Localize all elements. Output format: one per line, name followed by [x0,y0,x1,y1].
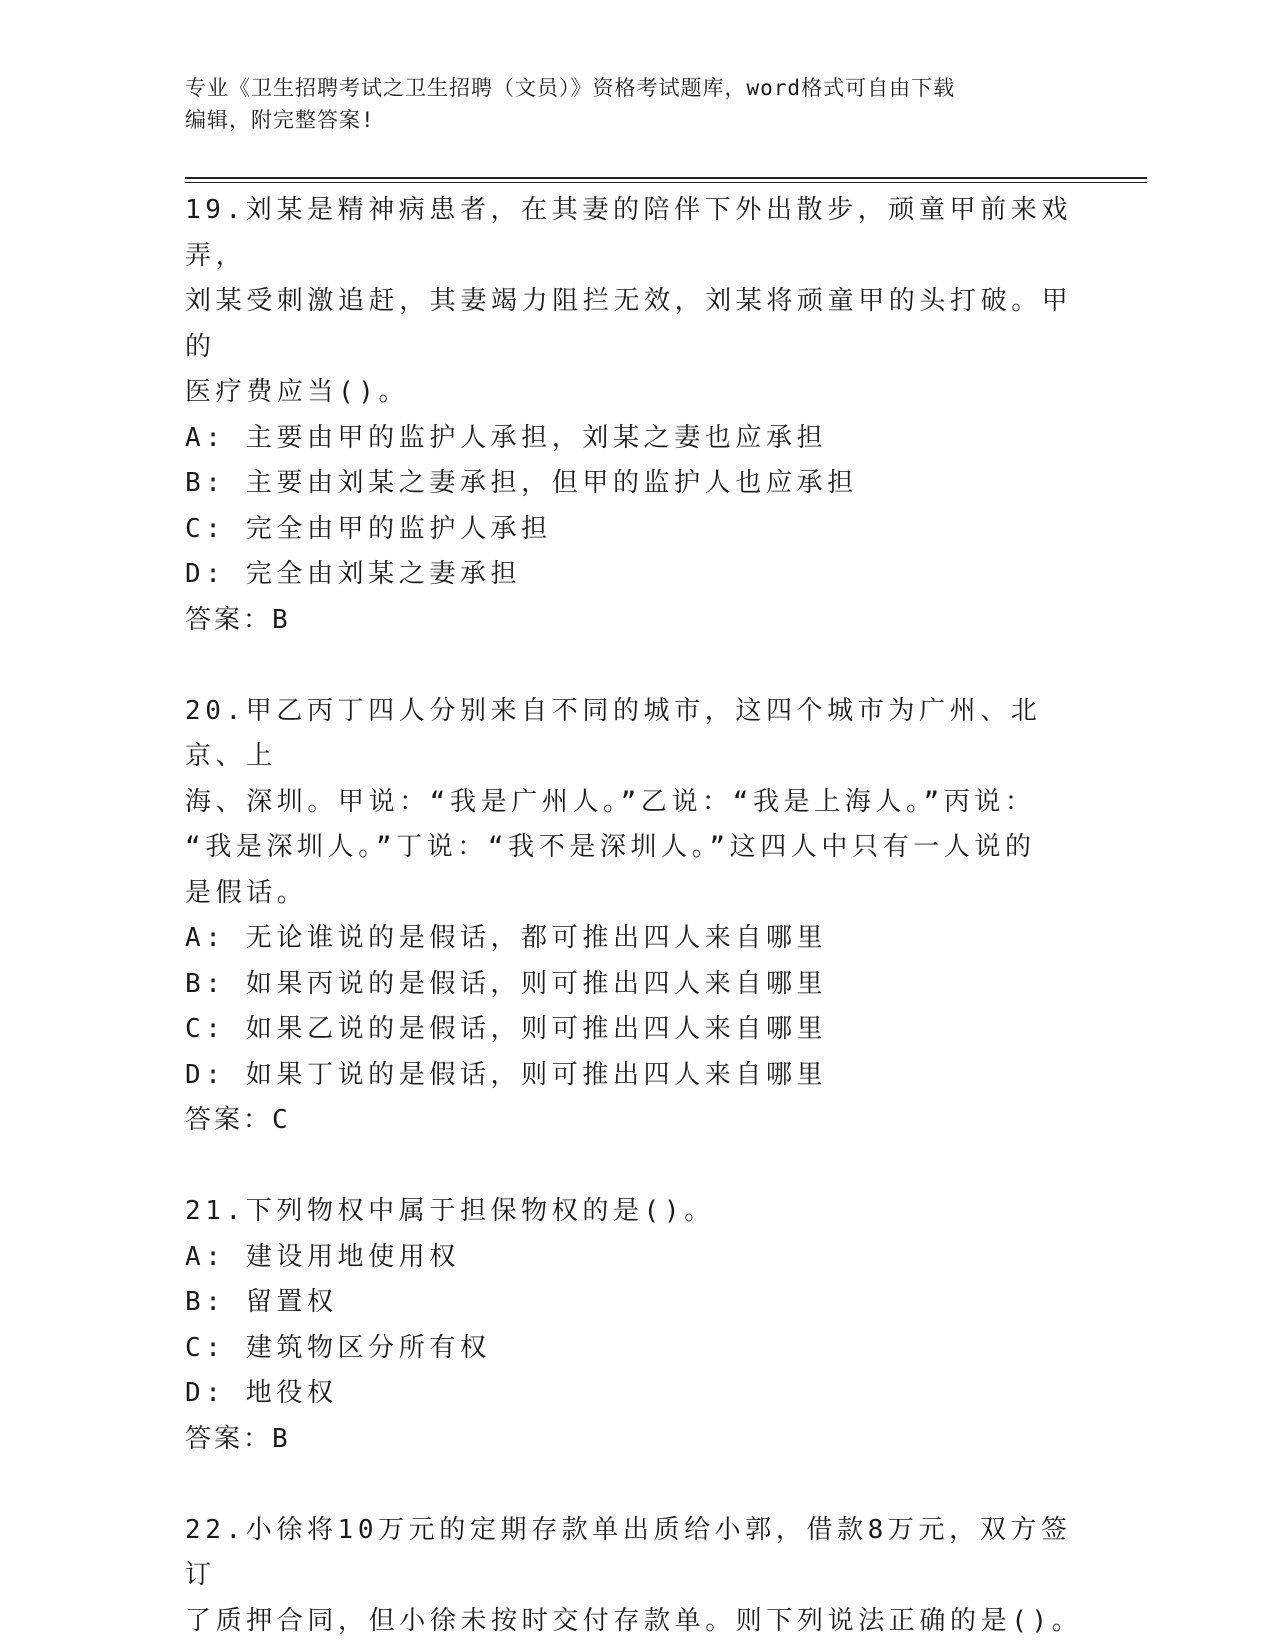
question-stem-line: 21.下列物权中属于担保物权的是()。 [185,1196,715,1226]
question-stem-line: 20.甲乙丙丁四人分别来自不同的城市，这四个城市为广州、北京、上 [185,695,1042,771]
option-b: B: 留置权 [185,1287,338,1317]
question-22 [185,1508,1085,1645]
question-stem-line: 医疗费应当()。 [185,377,410,407]
question-stem-line: 海、深圳。甲说：“我是广州人。”乙说：“我是上海人。”丙说： [185,786,1036,817]
question-stem-line: 22.小徐将10万元的定期存款单出质给小郭，借款8万元，双方签订 [185,1514,1072,1590]
answer-value: C [272,1105,291,1135]
option-a: A: 无论谁说的是假话，都可推出四人来自哪里 [185,923,828,953]
question-21 [185,1189,1085,1462]
question-spacer [185,1462,1085,1508]
option-a: A: 建设用地使用权 [185,1241,460,1272]
option-c: C: 如果乙说的是假话，则可推出四人来自哪里 [185,1014,828,1044]
question-stem-line: 刘某受刺激追赶，其妻竭力阻拦无效，刘某将顽童甲的头打破。甲的 [185,286,1073,362]
question-spacer [185,1144,1085,1190]
option-c: C: 完全由甲的监护人承担 [185,513,552,544]
document-header [185,72,1065,136]
answer-label: 答案： [185,604,273,635]
option-d: D: 完全由刘某之妻承担 [185,559,522,589]
option-d: D: 如果丁说的是假话，则可推出四人来自哪里 [185,1059,828,1090]
question-stem-line: 是假话。 [185,877,308,908]
header-line: 编辑，附完整答案! [185,108,375,132]
option-d: D: 地役权 [185,1378,338,1408]
header-line: 专业《卫生招聘考试之卫生招聘（文员）》资格考试题库，word格式可自由下载 [185,76,956,100]
answer-label: 答案： [185,1423,273,1454]
option-b: B: 主要由刘某之妻承担，但甲的监护人也应承担 [185,468,858,498]
option-c: C: 建筑物区分所有权 [185,1332,491,1363]
header-divider-thin [185,182,1147,183]
question-stem-line: 19.刘某是精神病患者，在其妻的陪伴下外出散步，顽童甲前来戏弄， [185,195,1072,271]
question-stem-line: 了质押合同，但小徐未按时交付存款单。则下列说法正确的是()。 [185,1605,1083,1636]
answer-line [185,1098,1085,1144]
option-b: B: 如果丙说的是假话，则可推出四人来自哪里 [185,968,828,999]
header-divider [185,177,1147,179]
answer-line [185,598,1085,644]
answer-line [185,1417,1085,1463]
question-list [185,188,1085,1644]
answer-label: 答案： [185,1105,273,1135]
option-a: A: 主要由甲的监护人承担，刘某之妻也应承担 [185,422,828,453]
question-19 [185,188,1085,643]
question-20 [185,689,1085,1144]
question-stem-line: “我是深圳人。”丁说：“我不是深圳人。”这四人中只有一人说的 [185,832,1036,862]
question-spacer [185,643,1085,689]
answer-value: B [272,604,291,635]
answer-value: B [272,1423,291,1454]
